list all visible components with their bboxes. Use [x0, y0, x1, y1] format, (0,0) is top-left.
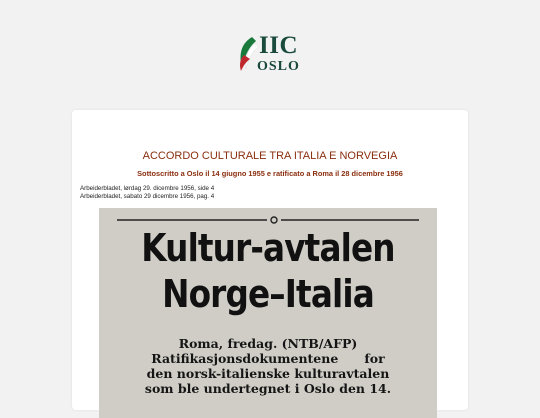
logo-iic-text: IIC	[259, 32, 299, 59]
clipping-body-line1: Roma, fredag. (NTB/AFP)	[178, 336, 358, 351]
clipping-body-line3: den norsk-italienske kulturavtalen	[146, 366, 390, 381]
clipping-headline-line2: Norge–Italia	[162, 272, 374, 316]
logo-oslo-text: OSLO	[257, 59, 300, 74]
ornament-rule-icon	[117, 216, 419, 224]
clipping-content	[99, 208, 437, 418]
source-norwegian: Arbeiderbladet, lørdag 29. dicembre 1956, side 4	[80, 185, 215, 192]
iic-oslo-logo[interactable]	[234, 33, 304, 75]
clipping-body-line2: Ratifikasjonsdokumentene for	[151, 351, 385, 366]
page-title: ACCORDO CULTURALE TRA ITALIA E NORVEGIA	[142, 150, 398, 162]
newspaper-clipping-image[interactable]	[99, 208, 437, 418]
clipping-headline-line1: Kultur-avtalen	[141, 226, 395, 270]
clipping-body-line4: som ble undertegnet i Oslo den 14.	[144, 381, 392, 396]
source-italian: Arbeiderbladet, sabato 29 dicembre 1956, pag. 4	[80, 193, 215, 200]
page-subtitle: Sottoscritto a Oslo il 14 giugno 1955 e ratificato a Roma il 28 dicembre 1956	[137, 169, 403, 178]
italian-flag-swoosh-icon	[234, 35, 258, 73]
content-card	[72, 110, 468, 410]
